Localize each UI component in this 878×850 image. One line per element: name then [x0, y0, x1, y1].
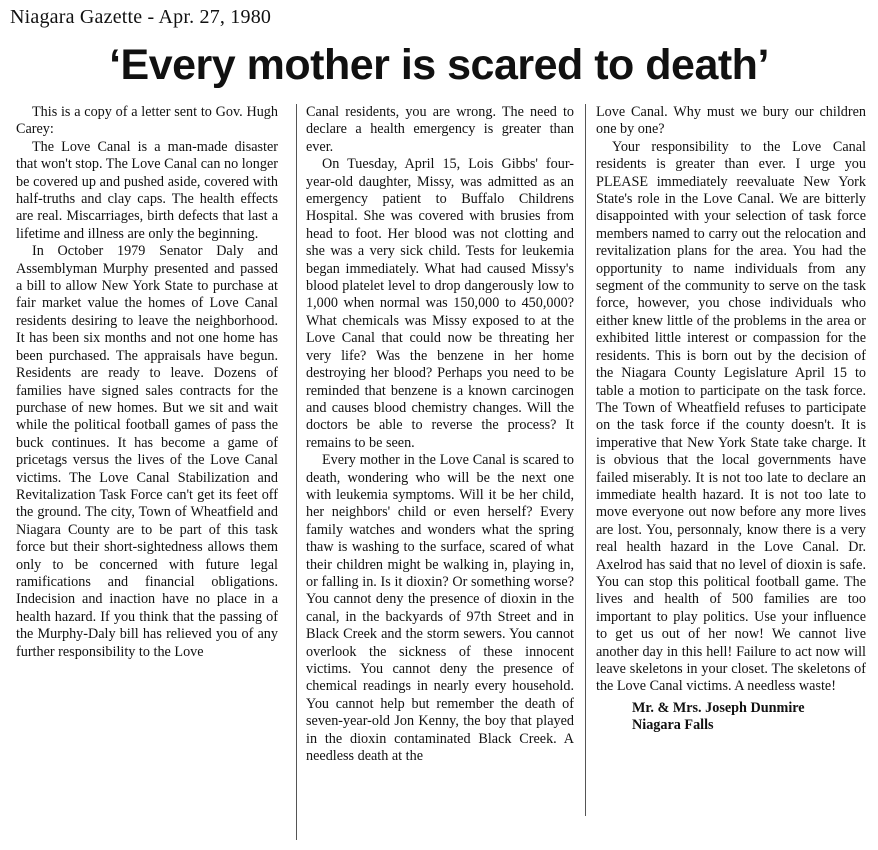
column-divider	[296, 104, 297, 840]
column-2	[306, 104, 574, 765]
column-1	[16, 104, 278, 661]
column-3	[596, 104, 866, 735]
paragraph: This is a copy of a letter sent to Gov. Hugh Carey:	[16, 104, 278, 138]
source-line: Niagara Gazette - Apr. 27, 1980	[10, 6, 272, 28]
paragraph: The Love Canal is a man-made disaster that won't stop. The Love Canal can no longer be covered up and pushed aside, covered with half-truths and clay caps. The health effects are real. Miscarriages, birth defects that last a lifetime and illness are only the beginning.	[16, 138, 278, 242]
signature-name: Mr. & Mrs. Joseph Dunmire	[632, 699, 805, 716]
paragraph: On Tuesday, April 15, Lois Gibbs' four-year-old daughter, Missy, was admitted as an emergency patient to Buffalo Childrens Hospital. She was covered with brusies from head to foot. Her blood was not clotting and she was a very sick child. Tests for leukemia began immediately. What had caused Missy's blood platelet level to drop dangerously low to 1,000 when normal was 150,000 to 450,000? What chemicals was Missy exposed to at the Love Canal that could now be threating her very life? Was the benzene in her home destroying her blood? Perhaps you need to be reminded that benzene is a known carcinogen and causes blood chemistry changes. Will the doctors be able to reverse the process? It remains to be seen.	[306, 156, 574, 451]
paragraph: Love Canal. Why must we bury our children one by one?	[596, 104, 866, 138]
headline: ‘Every mother is scared to death’	[109, 41, 769, 89]
column-divider	[585, 104, 586, 816]
paragraph: Canal residents, you are wrong. The need to declare a health emergency is greater than ever.	[306, 104, 574, 155]
paragraph: Every mother in the Love Canal is scared to death, wondering who will be the next one with leukemia symptoms. Will it be her child, her neighbors' child or even herself? Every family watches and wonders what the spring thaw is washing to the surface, scared of what their children might be walking in, playing in, or falling in. Is it dioxin? Or something worse? You cannot deny the presence of dioxin in the canal, in the backyards of 97th Street and in Black Creek and the storm sewers. You cannot overlook the sickness of these innocent victims. You cannot deny the presence of chemical readings in nearly every household. You cannot help but remember the death of seven-year-old Jon Kenny, the boy that played in the dioxin contaminated Black Creek. A needless death at the	[306, 452, 574, 765]
paragraph: Your responsibility to the Love Canal residents is greater than ever. I urge you PLEASE immediately reevaluate New York State's role in the Love Canal. We are bitterly disappointed with your selection of task force members named to carry out the relocation and revitalization plans for the area. You had the opportunity to name individuals from any segment of the community to serve on the task force, however, you chose individuals who either knew little of the problems in the area or exhibited little interest or compassion for the residents. This is born out by the decision of the Niagara County Legislature April 15 to table a motion to participate on the task force. The Town of Wheatfield refuses to participate on the task force if the county doesn't. It is imperative that New York State take charge. It is obvious that the local governments have failed miserably. It is not too late to declare an immediate health hazard. It is not too late to move everyone out now before any more lives are lost. You, personnaly, know there is a very real health hazard in the Love Canal. Dr. Axelrod has said that no level of dioxin is safe. You can stop this political football game. The lives and health of 500 families are too important to play politics. Use your influence to get us out of her now! We cannot live another day in this hell! Failure to act now will leave skeletons in your closet. The skeletons of the Love Canal victims. A needless waste!	[596, 138, 866, 695]
signature	[596, 700, 866, 735]
paragraph: In October 1979 Senator Daly and Assemblyman Murphy presented and passed a bill to allow New York State to purchase at fair market value the homes of Love Canal residents desiring to leave the neighborhood. It has been six months and not one home has been purchased. The appraisals have begun. Residents are ready to leave. Dozens of families have signed sales contracts for the purchase of new homes. But we sit and wait while the political football games of pass the buck continues. It has become a game of pricetags versus the lives of the Love Canal victims. The Love Canal Stabilization and Revitalization Task Force can't get its feet off the ground. The city, Town of Wheatfield and Niagara County are to be part of this task force but their short-sightedness allows them only to be concerned with future legal ramifications and financial obligations. Indecision and inaction have no place in a health hazard. If you think that the passing of the Murphy-Daly bill has relieved you of any further responsibility to the Love	[16, 243, 278, 660]
signature-place: Niagara Falls	[632, 717, 714, 734]
